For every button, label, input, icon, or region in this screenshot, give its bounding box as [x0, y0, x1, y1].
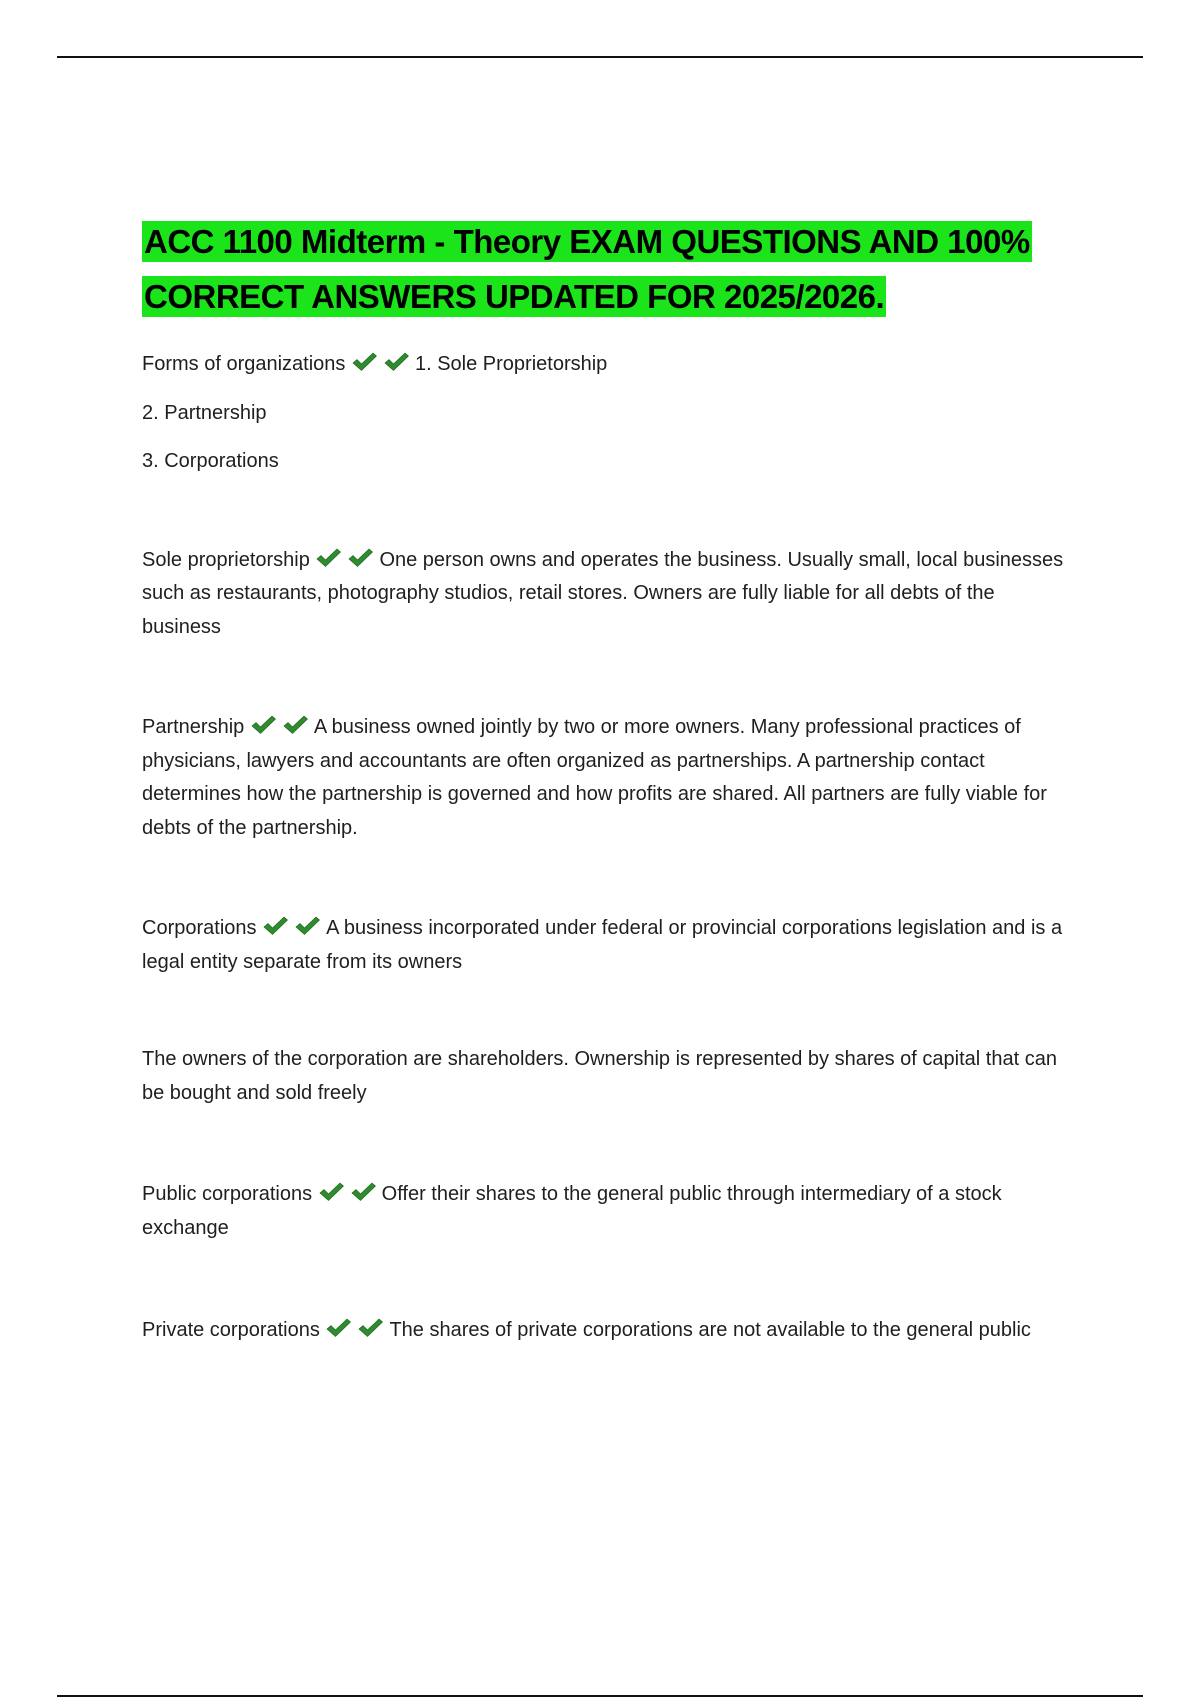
entry-sole-proprietorship — [142, 544, 1072, 645]
entry-answer: 1. Sole Proprietorship — [414, 353, 608, 375]
entry-corporations — [142, 912, 1072, 979]
document-title — [142, 214, 1072, 324]
check-mark-icon — [294, 915, 321, 937]
check-mark-icon — [250, 714, 277, 736]
entry-term: Partnership — [142, 716, 245, 738]
entry-answer: Offer their shares to the general public through intermediary of a stock exchange — [142, 1183, 1002, 1239]
entry-public-corporations — [142, 1178, 1072, 1245]
top-rule — [57, 56, 1143, 58]
entry-term: Forms of organizations — [142, 353, 346, 375]
entry-partnership — [142, 711, 1072, 845]
list-item: 2. Partnership — [142, 401, 267, 424]
title-highlight: ACC 1100 Midterm - Theory EXAM QUESTIONS AND 100% CORRECT ANSWERS UPDATED FOR 2025/2026. — [144, 223, 1030, 315]
entry-shareholders-paragraph: The owners of the corporation are shareholders. Ownership is represented by shares of capital that can be bought and sold freely — [142, 1048, 1057, 1104]
check-mark-icon — [347, 547, 374, 569]
check-mark-icon — [262, 915, 289, 937]
list-item: 3. Corporations — [142, 450, 279, 472]
entry-answer: A business owned jointly by two or more owners. Many professional practices of physicians, lawyers and accountants are often organized as partnerships. A partnership contact determines how the partnership is governed and how profits are shared. All partners are fully viable for debts of the partnership. — [142, 716, 1047, 839]
document-body — [142, 214, 1072, 1348]
entry-forms-of-organizations — [142, 348, 1072, 382]
check-mark-icon — [325, 1317, 352, 1339]
entry-term: Sole proprietorship — [142, 548, 310, 571]
check-mark-icon — [318, 1181, 345, 1203]
entry-private-corporations — [142, 1314, 1072, 1348]
bottom-rule — [57, 1695, 1143, 1697]
check-mark-icon — [315, 547, 342, 569]
entry-answer: The shares of private corporations are not available to the general public — [389, 1319, 1031, 1341]
entry-term: Public corporations — [142, 1183, 313, 1205]
check-mark-icon — [350, 1181, 377, 1203]
check-mark-icon — [383, 351, 410, 373]
check-mark-icon — [351, 351, 378, 373]
entry-answer: A business incorporated under federal or provincial corporations legislation and is a legal entity separate from its owners — [142, 917, 1063, 973]
check-mark-icon — [357, 1317, 384, 1339]
entry-term: Corporations — [142, 917, 257, 939]
check-mark-icon — [282, 714, 309, 736]
entry-term: Private corporations — [142, 1319, 320, 1341]
entry-answer: One person owns and operates the business. Usually small, local businesses such as restaurants, photography studios, retail stores. Owners are fully liable for all debts of the business — [142, 548, 1064, 638]
